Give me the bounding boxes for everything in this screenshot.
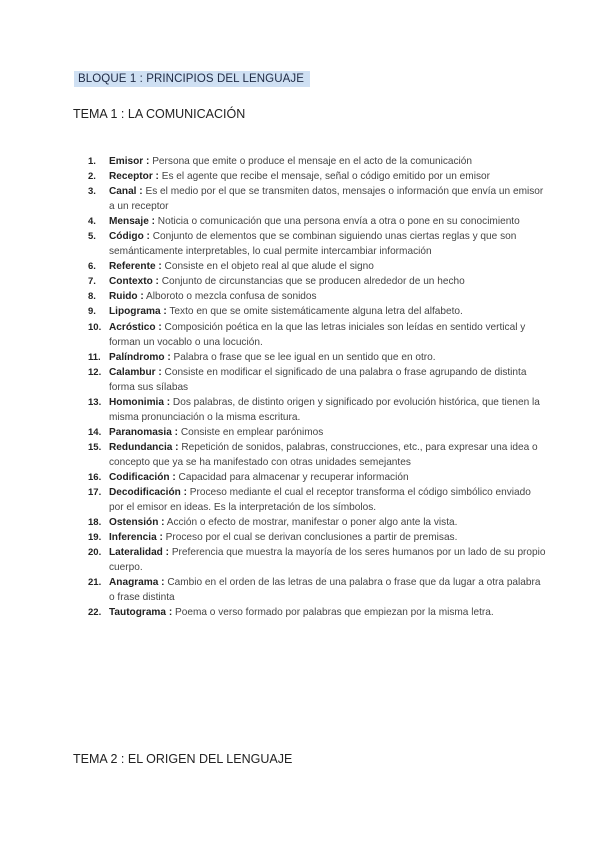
item-number: 8. (88, 291, 96, 303)
item-definition: Persona que emite o produce el mensaje en el acto de la comunicación (149, 156, 473, 167)
item-term: Palíndromo : (109, 351, 171, 363)
list-item (88, 259, 548, 274)
item-definition: Acción o efecto de mostrar, manifestar o poner algo ante la vista. (164, 517, 458, 529)
item-number: 13. (88, 396, 102, 408)
item-definition: Preferencia que muestra la mayoría de los seres humanos por un lado de su propio cuerpo. (109, 547, 546, 574)
list-item (88, 485, 548, 515)
item-term: Codificación : (109, 471, 176, 483)
list-item (88, 350, 548, 365)
item-number: 15. (88, 441, 102, 453)
item-definition: Repetición de sonidos, palabras, construcciones, etc., para expresar una idea o concepto que ya se ha manifestado con otras unidades semejantes (109, 441, 538, 468)
item-number: 22. (88, 607, 102, 619)
item-definition: Alboroto o mezcla confusa de sonidos (143, 291, 317, 303)
list-item (88, 169, 548, 184)
list-item (88, 289, 548, 304)
item-definition: Es el agente que recibe el mensaje, señal o código emitido por un emisor (158, 171, 490, 183)
item-definition: Conjunto de elementos que se combinan siguiendo unas ciertas reglas y que son semánticamente interpretables, lo cual permite intercambiar información (109, 231, 517, 258)
item-term: Acróstico : (109, 321, 162, 333)
item-term: Decodificación : (109, 487, 187, 499)
item-definition: Consiste en modificar el significado de una palabra o frase agrupando de distinta forma sus sílabas (109, 366, 527, 393)
list-item (88, 214, 548, 229)
item-number: 21. (88, 577, 102, 589)
item-number: 12. (88, 366, 102, 378)
item-term: Mensaje : (109, 216, 155, 228)
item-number: 19. (88, 532, 102, 544)
item-number: 2. (88, 171, 96, 183)
list-item (88, 395, 548, 425)
item-definition: Es el medio por el que se transmiten datos, mensajes o información que envía un emisor a un receptor (109, 186, 544, 213)
item-number: 20. (88, 547, 102, 559)
item-number: 4. (88, 216, 96, 228)
item-term: Lateralidad : (109, 547, 170, 559)
item-number: 1. (88, 156, 96, 167)
item-definition: Cambio en el orden de las letras de una palabra o frase que da lugar a otra palabra o frase distinta (109, 577, 541, 604)
item-term: Lipograma : (109, 306, 167, 318)
list-item (88, 365, 548, 395)
item-term: Anagrama : (109, 577, 165, 589)
list-item (88, 575, 548, 605)
list-item (88, 530, 548, 545)
item-definition: Conjunto de circunstancias que se producen alrededor de un hecho (158, 276, 465, 288)
list-item (88, 229, 548, 259)
item-number: 16. (88, 471, 102, 483)
item-number: 7. (88, 276, 96, 288)
item-term: Ostensión : (109, 517, 165, 529)
item-definition: Consiste en emplear parónimos (178, 426, 324, 438)
item-number: 5. (88, 231, 96, 243)
item-number: 14. (88, 426, 102, 438)
item-number: 17. (88, 487, 102, 499)
list-item (88, 545, 548, 575)
tema-1-heading: TEMA 1 : LA COMUNICACIÓN (73, 107, 246, 121)
list-item (88, 440, 548, 470)
item-term: Redundancia : (109, 441, 179, 453)
item-term: Canal : (109, 186, 143, 198)
item-term: Inferencia : (109, 532, 163, 544)
item-term: Receptor : (109, 171, 159, 183)
list-item (88, 304, 548, 319)
list-item (88, 425, 548, 440)
item-term: Tautograma : (109, 607, 173, 619)
item-definition: Palabra o frase que se lee igual en un sentido que en otro. (170, 351, 436, 363)
bloque-heading: BLOQUE 1 : PRINCIPIOS DEL LENGUAJE (74, 71, 310, 87)
item-definition: Proceso mediante el cual el receptor transforma el código simbólico enviado por el emisor en ideas. Es la interpretación de los símbolos. (109, 487, 531, 514)
item-term: Ruido : (109, 291, 144, 303)
item-definition: Composición poética en la que las letras iniciales son leídas en sentido vertical y forman un vocablo o una locución. (109, 321, 526, 348)
item-term: Referente : (109, 261, 162, 273)
item-term: Paranomasia : (109, 426, 179, 438)
item-definition: Proceso por el cual se derivan conclusiones a partir de premisas. (162, 532, 458, 544)
list-item (88, 320, 548, 350)
item-term: Código : (109, 231, 150, 243)
item-number: 18. (88, 517, 102, 529)
item-term: Homonimia : (109, 396, 171, 408)
tema-2-heading: TEMA 2 : EL ORIGEN DEL LENGUAJE (73, 752, 293, 766)
item-number: 10. (88, 321, 102, 333)
item-definition: Texto en que se omite sistemáticamente alguna letra del alfabeto. (166, 306, 463, 318)
glossary-list (88, 154, 548, 620)
item-term: Emisor : (109, 156, 150, 167)
list-item (88, 470, 548, 485)
item-definition: Noticia o comunicación que una persona envía a otra o pone en su conocimiento (155, 216, 520, 228)
item-number: 6. (88, 261, 96, 273)
list-item (88, 274, 548, 289)
list-item (88, 154, 548, 169)
item-definition: Poema o verso formado por palabras que empiezan por la misma letra. (172, 607, 494, 619)
item-number: 3. (88, 186, 96, 198)
item-definition: Dos palabras, de distinto origen y significado por evolución histórica, que tienen la misma pronunciación o la misma escritura. (109, 396, 540, 423)
item-term: Calambur : (109, 366, 162, 378)
item-number: 9. (88, 306, 96, 318)
item-number: 11. (88, 351, 101, 363)
item-definition: Consiste en el objeto real al que alude el signo (161, 261, 374, 273)
list-item (88, 184, 548, 214)
item-term: Contexto : (109, 276, 159, 288)
item-definition: Capacidad para almacenar y recuperar información (175, 471, 409, 483)
list-item (88, 605, 548, 620)
list-item (88, 515, 548, 530)
